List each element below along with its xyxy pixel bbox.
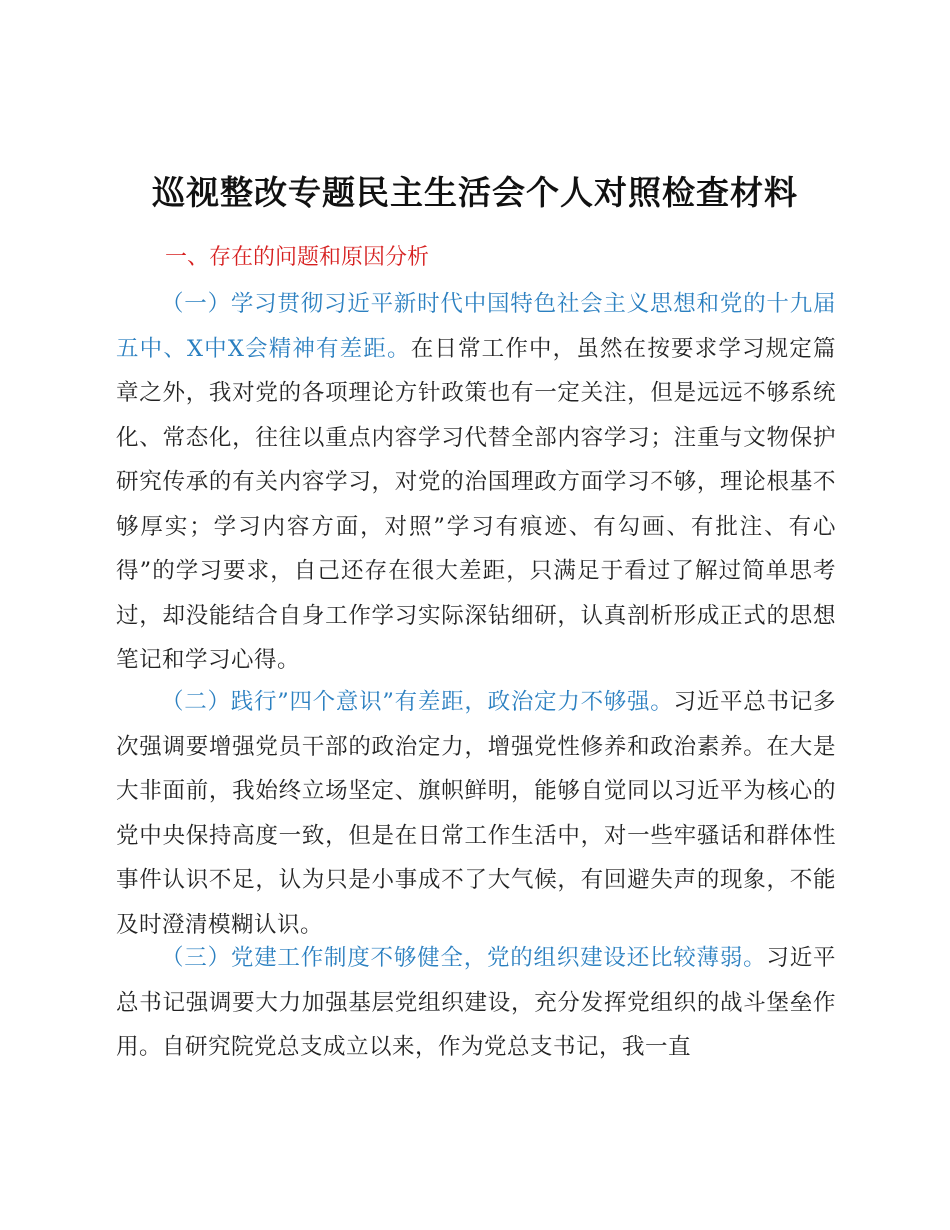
paragraph-1 — [116, 282, 836, 683]
paragraph-3 — [116, 936, 836, 1070]
paragraph-2-body: 习近平总书记多次强调要增强党员干部的政治定力，增强党性修养和政治素养。在大是大非面前，我始终立场坚定、旗帜鲜明，能够自觉同以习近平为核心的党中央保持高度一致，但是在日常工作生活中，对一些牢骚话和群体性事件认识不足，认为只是小事成不了大气候，有回避失声的现象，不能及时澄清模糊认识。 — [116, 689, 836, 938]
paragraph-2 — [116, 680, 836, 947]
paragraph-3-body: 习近平总书记强调要大力加强基层党组织建设，充分发挥党组织的战斗堡垒作用。自研究院党总支成立以来，作为党总支书记，我一直 — [116, 945, 836, 1060]
paragraph-1-body: 在日常工作中，虽然在按要求学习规定篇章之外，我对党的各项理论方针政策也有一定关注，但是远远不够系统化、常态化，往往以重点内容学习代替全部内容学习；注重与文物保护研究传承的有关内容学习，对党的治国理政方面学习不够，理论根基不够厚实；学习内容方面，对照”学习有痕迹、有勾画、有批注、有心得”的学习要求，自己还存在很大差距，只满足于看过了解过简单思考过，却没能结合自身工作学习实际深钻细研，认真剖析形成正式的思想笔记和学习心得。 — [116, 335, 836, 673]
document-title: 巡视整改专题民主生活会个人对照检查材料 — [152, 173, 798, 212]
section-heading: 一、存在的问题和原因分析 — [165, 245, 430, 270]
paragraph-3-lead: （三）党建工作制度不够健全，党的组织建设还比较薄弱。 — [161, 945, 767, 971]
paragraph-2-lead: （二）践行”四个意识”有差距，政治定力不够强。 — [161, 689, 674, 715]
paragraph-1-lead: （一）学习贯彻习近平新时代中国特色社会主义思想和党的十九届五中、X中X会精神有差距。 — [116, 291, 836, 362]
